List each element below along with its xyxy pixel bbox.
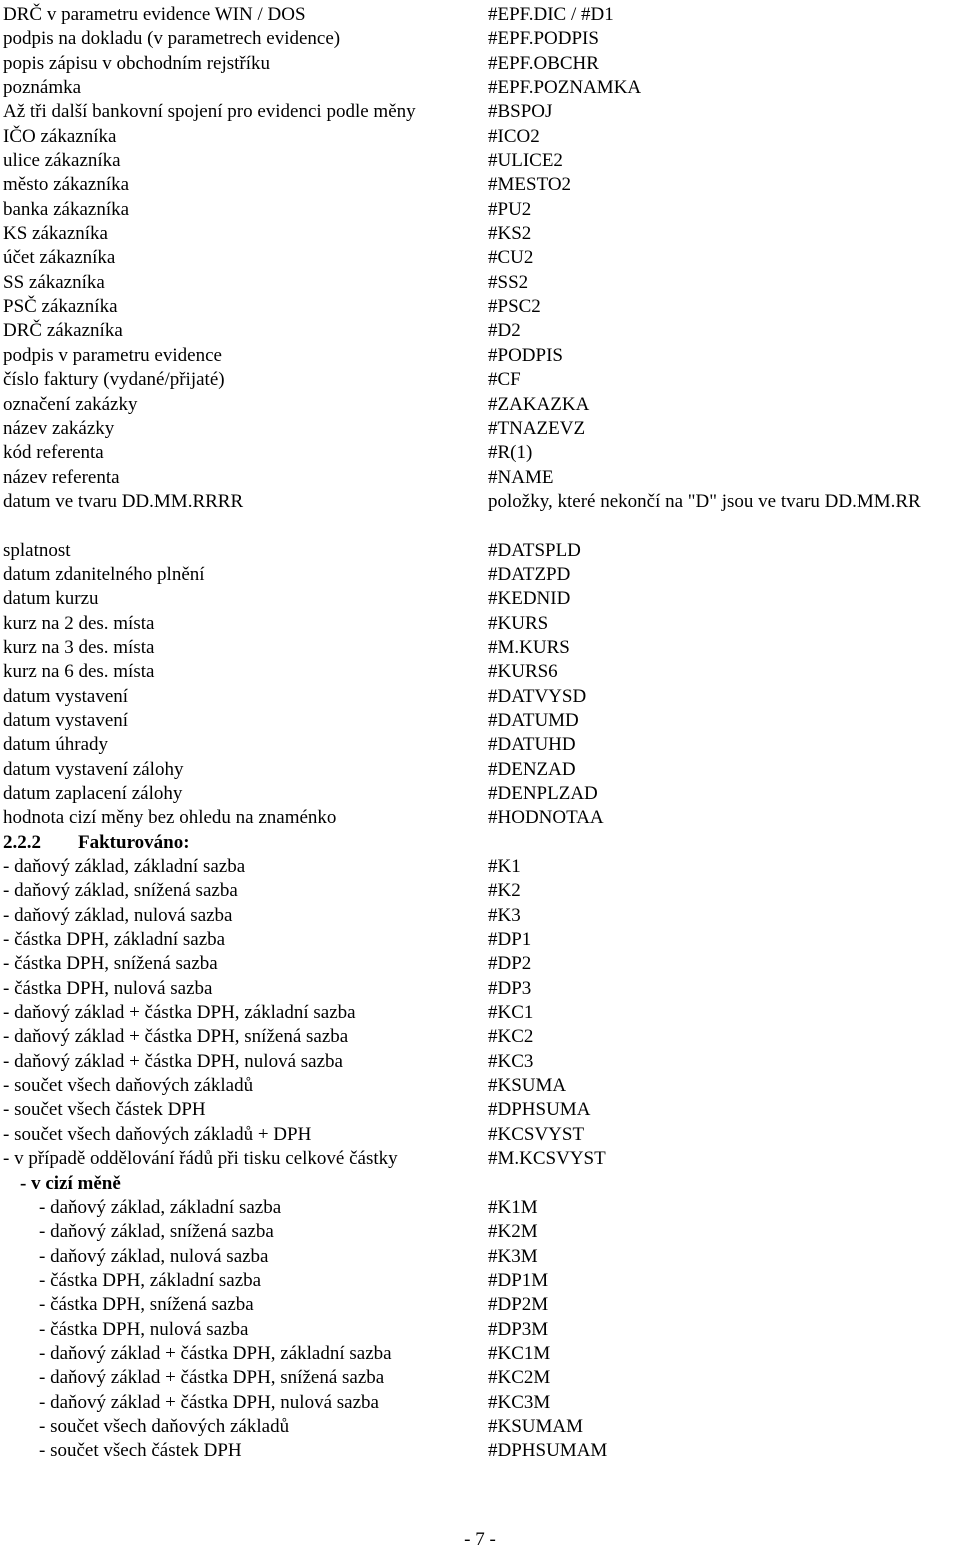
row-code: položky, které nekončí na "D" jsou ve tvaru DD.MM.RR [488, 490, 921, 512]
row-code: #DP3 [488, 977, 532, 999]
row-label: datum zdanitelného plnění [3, 563, 205, 585]
row-code: #EPF.PODPIS [488, 28, 599, 50]
row-label: PSČ zákazníka [3, 296, 118, 318]
row-code: #KSUMA [488, 1075, 567, 1097]
row-label: číslo faktury (vydané/přijaté) [3, 369, 225, 391]
row-label: DRČ zákazníka [3, 320, 123, 342]
row-code: #KCSVYST [488, 1123, 585, 1145]
row-code: #KEDNID [488, 588, 571, 610]
row-label: - daňový základ, nulová sazba [39, 1245, 269, 1267]
table-row [3, 76, 960, 100]
table-row [3, 879, 960, 903]
variable-table [3, 3, 960, 831]
row-label: - součet všech daňových základů [3, 1075, 254, 1097]
table-row [3, 1366, 960, 1390]
row-code: #MESTO2 [488, 174, 572, 196]
table-row [3, 1269, 960, 1293]
row-code: #KC1M [488, 1342, 551, 1364]
row-code: #EPF.OBCHR [488, 52, 599, 74]
table-row [3, 1123, 960, 1147]
row-label: označení zakázky [3, 393, 138, 415]
row-code: #DATUHD [488, 734, 576, 756]
row-code: #KC3M [488, 1391, 551, 1413]
row-label: - součet všech daňových základů [39, 1415, 290, 1437]
row-label: DRČ v parametru evidence WIN / DOS [3, 4, 306, 25]
row-label: - částka DPH, nulová sazba [39, 1318, 249, 1340]
row-code: #K1 [488, 856, 521, 878]
table-row [3, 344, 960, 368]
table-row [3, 1293, 960, 1317]
row-code: #DP1M [488, 1269, 549, 1291]
row-code: #EPF.DIC / #D1 [488, 4, 614, 25]
table-row [3, 1318, 960, 1342]
table-row [3, 1098, 960, 1122]
row-label: - daňový základ + částka DPH, základní sazba [3, 1002, 356, 1024]
table-row [3, 636, 960, 660]
table-row [3, 539, 960, 563]
table-row [3, 222, 960, 246]
row-code: #NAME [488, 466, 554, 488]
row-code: #DATZPD [488, 563, 571, 585]
table-row [3, 27, 960, 51]
row-code: #DP2 [488, 953, 532, 975]
foreign-currency-heading [3, 1172, 960, 1196]
row-label: - částka DPH, snížená sazba [3, 953, 218, 975]
row-code: #KC1 [488, 1002, 534, 1024]
table-row [3, 733, 960, 757]
row-code: #PODPIS [488, 344, 563, 366]
table-row [3, 1196, 960, 1220]
row-code: #KC2 [488, 1026, 534, 1048]
table-row [3, 806, 960, 830]
row-label: - daňový základ, nulová sazba [3, 904, 233, 926]
table-row [3, 977, 960, 1001]
table-row [3, 1050, 960, 1074]
table-row [3, 1439, 960, 1463]
row-label: hodnota cizí měny bez ohledu na znaménko [3, 807, 337, 829]
row-code: #ZAKAZKA [488, 393, 590, 415]
row-code: #KC2M [488, 1367, 551, 1389]
document-body [3, 3, 960, 1464]
row-code: #PU2 [488, 198, 532, 220]
table-row [3, 490, 960, 539]
row-code: #KSUMAM [488, 1415, 584, 1437]
row-label: datum ve tvaru DD.MM.RRRR [3, 490, 244, 512]
row-code: #M.KCSVYST [488, 1148, 606, 1170]
row-code: #R(1) [488, 442, 533, 464]
row-label: datum vystavení [3, 709, 129, 731]
table-row [3, 612, 960, 636]
table-row [3, 563, 960, 587]
row-label: název referenta [3, 466, 120, 488]
table-row [3, 417, 960, 441]
row-label: podpis na dokladu (v parametrech evidence) [3, 28, 341, 50]
table-row [3, 125, 960, 149]
row-label: ulice zákazníka [3, 150, 121, 172]
row-code: #DP2M [488, 1294, 549, 1316]
table-row [3, 271, 960, 295]
row-label: - daňový základ, základní sazba [3, 856, 246, 878]
row-code: #HODNOTAA [488, 807, 604, 829]
row-code: #K1M [488, 1196, 538, 1218]
section-heading [3, 831, 960, 855]
table-row [3, 1147, 960, 1171]
row-label: - součet všech daňových základů + DPH [3, 1123, 312, 1145]
row-label: město zákazníka [3, 174, 130, 196]
table-row [3, 1220, 960, 1244]
row-code: #EPF.POZNAMKA [488, 77, 642, 99]
table-row [3, 1415, 960, 1439]
row-label: KS zákazníka [3, 223, 108, 245]
table-row [3, 1001, 960, 1025]
table-row [3, 587, 960, 611]
table-row [3, 246, 960, 270]
row-label: kurz na 3 des. místa [3, 636, 155, 658]
row-label: splatnost [3, 539, 71, 561]
table-row [3, 904, 960, 928]
table-row [3, 198, 960, 222]
row-label: - daňový základ, základní sazba [39, 1196, 282, 1218]
row-code: #ICO2 [488, 125, 540, 147]
row-label: datum kurzu [3, 588, 99, 610]
row-code: #DPHSUMA [488, 1099, 591, 1121]
section-number: 2.2.2 [3, 831, 41, 853]
row-label: - v případě oddělování řádů při tisku celkové částky [3, 1148, 398, 1170]
row-label: podpis v parametru evidence [3, 344, 222, 366]
row-code: #K2M [488, 1221, 538, 1243]
row-code: #DENZAD [488, 758, 576, 780]
table-row [3, 173, 960, 197]
table-row [3, 782, 960, 806]
foreign-currency-table [3, 1196, 960, 1464]
row-label: název zakázky [3, 417, 115, 439]
row-label: - daňový základ + částka DPH, snížená sazba [39, 1367, 385, 1389]
table-row [3, 295, 960, 319]
table-row [3, 466, 960, 490]
row-label: - daňový základ, snížená sazba [39, 1221, 274, 1243]
row-code: #DP1 [488, 929, 532, 951]
row-code: #D2 [488, 320, 521, 342]
row-label: - daňový základ + částka DPH, nulová sazba [3, 1050, 343, 1072]
row-label: popis zápisu v obchodním rejstříku [3, 52, 271, 74]
row-code: #CU2 [488, 247, 534, 269]
row-label: - daňový základ, snížená sazba [3, 880, 238, 902]
row-label: - součet všech částek DPH [3, 1099, 206, 1121]
row-label: datum vystavení [3, 685, 129, 707]
row-label: poznámka [3, 77, 82, 99]
table-row [3, 393, 960, 417]
row-code: #ULICE2 [488, 150, 563, 172]
row-label: datum zaplacení zálohy [3, 783, 183, 804]
row-code: #K3 [488, 904, 521, 926]
row-code: #M.KURS [488, 636, 570, 658]
table-row [3, 1025, 960, 1049]
row-code: #PSC2 [488, 296, 541, 318]
table-row [3, 52, 960, 76]
row-label: IČO zákazníka [3, 125, 117, 147]
row-code: #DATUMD [488, 709, 579, 731]
table-row [3, 1391, 960, 1415]
section-title: Fakturováno: [78, 831, 190, 853]
row-code: #DPHSUMAM [488, 1440, 608, 1462]
table-row [3, 928, 960, 952]
table-row [3, 758, 960, 782]
table-row [3, 319, 960, 343]
table-row [3, 855, 960, 879]
row-code: #KURS6 [488, 661, 558, 683]
row-code: #DATSPLD [488, 539, 581, 561]
row-code: #KC3 [488, 1050, 534, 1072]
row-label: kurz na 6 des. místa [3, 661, 155, 683]
table-row [3, 1342, 960, 1366]
row-label: - částka DPH, základní sazba [3, 929, 226, 951]
invoiced-table [3, 855, 960, 1171]
row-code: #KURS [488, 612, 549, 634]
table-row [3, 1074, 960, 1098]
foreign-currency-heading-label: - v cizí měně [20, 1172, 121, 1194]
row-label: kód referenta [3, 442, 104, 464]
table-row [3, 685, 960, 709]
row-code: #TNAZEVZ [488, 417, 586, 439]
row-label: Až tři další bankovní spojení pro evidenci podle měny [3, 101, 416, 123]
row-label: - částka DPH, snížená sazba [39, 1294, 254, 1316]
table-row [3, 441, 960, 465]
row-code: #K3M [488, 1245, 538, 1267]
row-label: banka zákazníka [3, 198, 130, 220]
page-number: - 7 - [464, 1529, 496, 1550]
table-row [3, 709, 960, 733]
table-row [3, 952, 960, 976]
row-label: - daňový základ + částka DPH, nulová sazba [39, 1391, 379, 1413]
row-label: datum vystavení zálohy [3, 758, 184, 780]
table-row [3, 3, 960, 27]
row-code: #KS2 [488, 223, 532, 245]
row-label: - daňový základ + částka DPH, základní sazba [39, 1342, 392, 1364]
row-label: - součet všech částek DPH [39, 1440, 242, 1462]
table-row [3, 660, 960, 684]
row-label: - částka DPH, nulová sazba [3, 977, 213, 999]
table-row [3, 149, 960, 173]
row-label: - částka DPH, základní sazba [39, 1269, 262, 1291]
row-code: #K2 [488, 880, 521, 902]
row-label: SS zákazníka [3, 271, 105, 293]
table-row [3, 100, 960, 124]
row-code: #CF [488, 369, 521, 391]
row-code: #SS2 [488, 271, 529, 293]
table-row [3, 368, 960, 392]
row-code: #BSPOJ [488, 101, 553, 123]
row-label: - daňový základ + částka DPH, snížená sazba [3, 1026, 349, 1048]
row-code: #DATVYSD [488, 685, 587, 707]
row-label: účet zákazníka [3, 247, 116, 269]
row-code: #DP3M [488, 1318, 549, 1340]
table-row [3, 1245, 960, 1269]
row-code: #DENPLZAD [488, 783, 598, 804]
row-label: datum úhrady [3, 734, 109, 756]
row-label: kurz na 2 des. místa [3, 612, 155, 634]
